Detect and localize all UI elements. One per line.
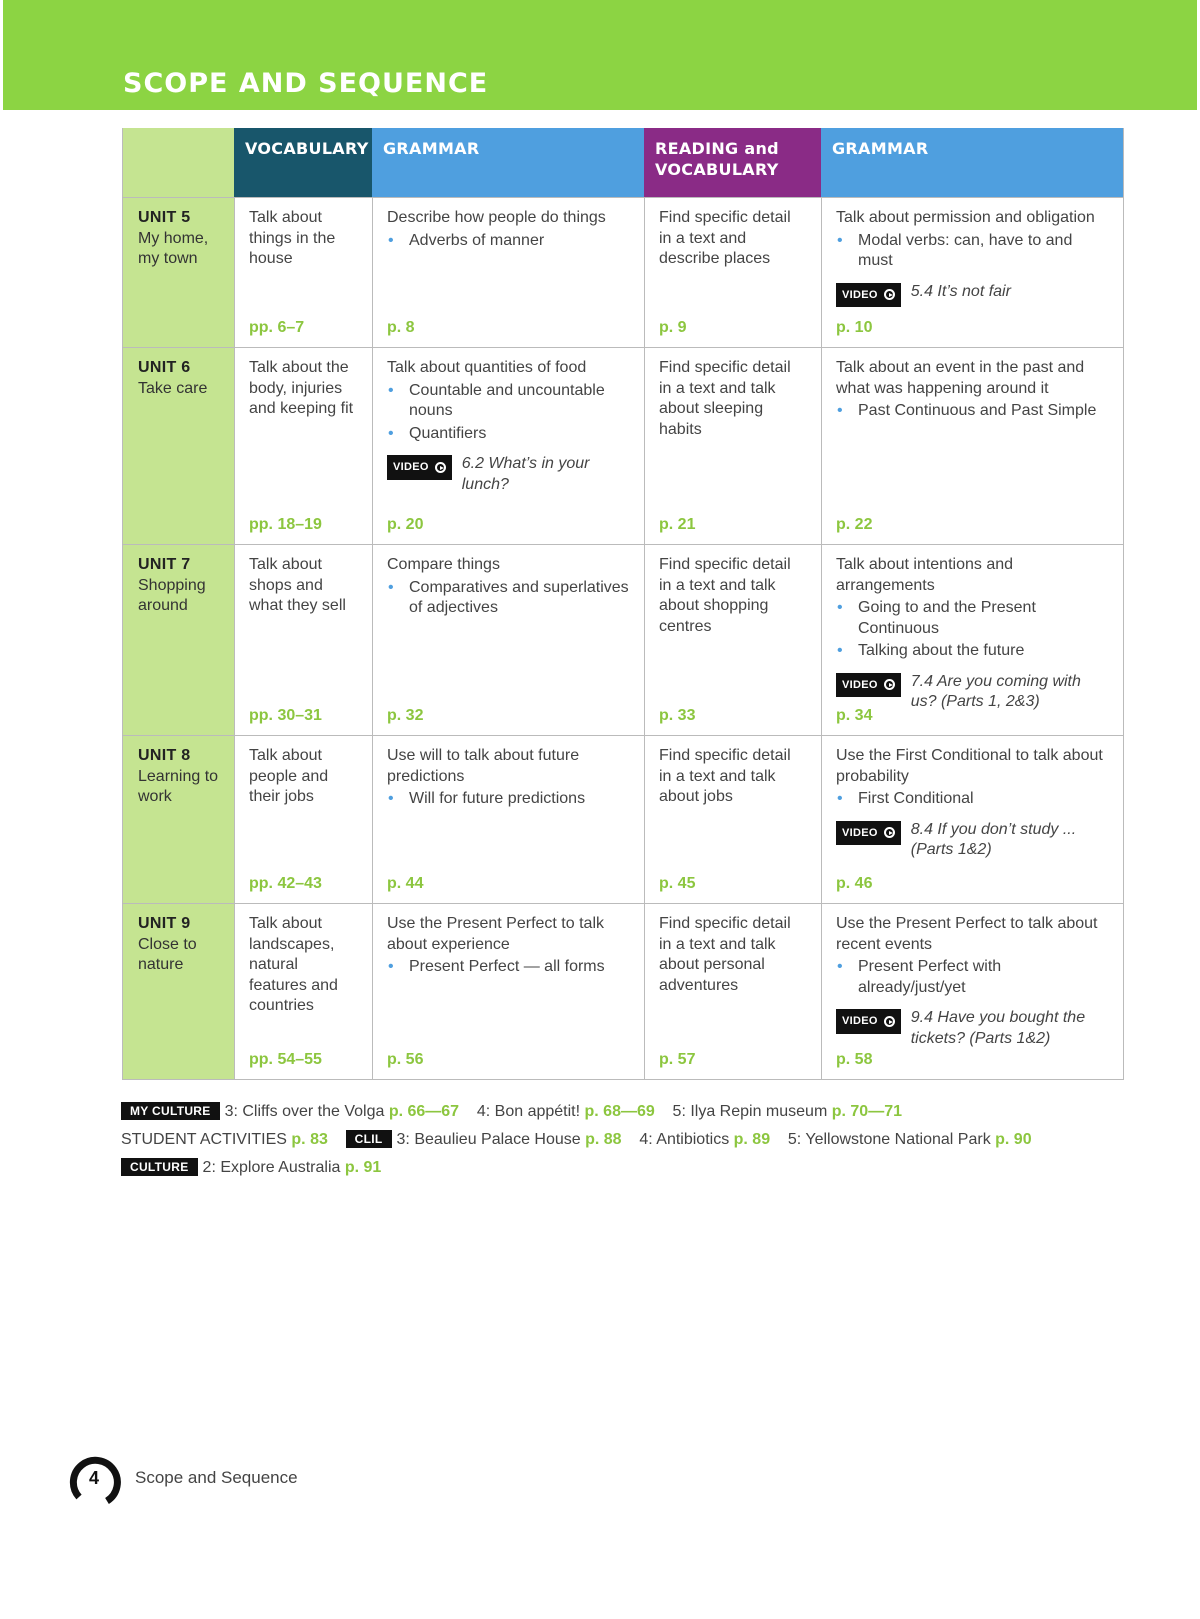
play-icon bbox=[884, 1016, 895, 1027]
video-title: 6.2 What’s in your lunch? bbox=[461, 455, 590, 493]
video-reference bbox=[836, 672, 1109, 713]
page-ref: p. 32 bbox=[387, 706, 424, 724]
column-header: VOCABULARY bbox=[234, 128, 372, 197]
page-title: SCOPE AND SEQUENCE bbox=[123, 68, 489, 99]
page-footer-label: Scope and Sequence bbox=[135, 1468, 298, 1487]
video-reference bbox=[387, 454, 630, 495]
unit-number: UNIT 5 bbox=[138, 209, 191, 226]
footer-badge: MY CULTURE bbox=[121, 1102, 220, 1120]
footer-item: 5: Ilya Repin museum bbox=[672, 1103, 828, 1120]
vocabulary-text: Talk about the body, injuries and keeping fit bbox=[249, 359, 354, 417]
unit-name: Shopping around bbox=[138, 576, 206, 614]
page-ref: p. 8 bbox=[387, 318, 415, 336]
play-icon bbox=[884, 827, 895, 838]
reading-text: Find specific detail in a text and talk about personal adventures bbox=[659, 915, 791, 994]
grammar-bullet: • Adverbs of manner bbox=[387, 231, 630, 252]
footer-item: 4: Antibiotics bbox=[639, 1131, 730, 1148]
column-header: GRAMMAR bbox=[821, 128, 1123, 197]
scope-table bbox=[122, 128, 1124, 1080]
video-badge bbox=[836, 821, 901, 846]
page-ref: p. 56 bbox=[387, 1050, 424, 1068]
video-label: VIDEO bbox=[842, 288, 878, 301]
grammar-cell bbox=[372, 347, 644, 544]
grammar2-text: Use the Present Perfect to talk about recent events bbox=[836, 915, 1098, 953]
page-ref: p. 57 bbox=[659, 1050, 696, 1068]
video-reference bbox=[836, 282, 1109, 308]
grammar2-text: Talk about intentions and arrangements bbox=[836, 556, 1014, 594]
page-ref: p. 22 bbox=[836, 515, 873, 533]
grammar2-bullet: • First Conditional bbox=[836, 789, 1109, 810]
grammar2-bullets bbox=[836, 598, 1109, 662]
video-title: 9.4 Have you bought the tickets? (Parts 1&2) bbox=[910, 1009, 1086, 1047]
video-label: VIDEO bbox=[842, 826, 878, 839]
unit-number: UNIT 6 bbox=[138, 359, 191, 376]
play-icon bbox=[884, 679, 895, 690]
reading-text: Find specific detail in a text and describe places bbox=[659, 209, 791, 267]
page-ref: p. 21 bbox=[659, 515, 696, 533]
footer-page-ref: p. 68—69 bbox=[584, 1103, 655, 1120]
unit-cell bbox=[122, 544, 234, 735]
play-icon bbox=[435, 462, 446, 473]
page-ref: p. 58 bbox=[836, 1050, 873, 1068]
grammar-bullet: • Comparatives and superlatives of adjectives bbox=[387, 578, 630, 619]
footer-page-ref: p. 66—67 bbox=[388, 1103, 460, 1120]
video-badge bbox=[387, 455, 452, 480]
vocabulary-cell bbox=[234, 903, 372, 1079]
grammar2-bullets bbox=[836, 231, 1109, 272]
vocabulary-text: Talk about people and their jobs bbox=[249, 747, 329, 805]
footer-page-ref: p. 88 bbox=[585, 1131, 622, 1148]
video-label: VIDEO bbox=[842, 1015, 878, 1027]
reading-cell bbox=[644, 735, 821, 903]
vocabulary-cell bbox=[234, 347, 372, 544]
footer-line bbox=[121, 1158, 381, 1177]
grammar2-cell bbox=[821, 903, 1123, 1079]
video-badge bbox=[836, 283, 901, 308]
page-ref: p. 44 bbox=[387, 874, 424, 892]
video-label: VIDEO bbox=[842, 678, 878, 691]
grammar2-bullet: • Talking about the future bbox=[836, 641, 1109, 662]
play-icon bbox=[884, 289, 895, 300]
grammar-bullets bbox=[387, 578, 630, 619]
grammar-text: Talk about quantities of food bbox=[387, 359, 587, 376]
page-ref: p. 34 bbox=[836, 706, 873, 724]
grammar-text: Use will to talk about future predictions bbox=[387, 747, 580, 785]
page-ref: p. 10 bbox=[836, 318, 873, 336]
reading-cell bbox=[644, 347, 821, 544]
page-ref: pp. 18–19 bbox=[249, 515, 322, 533]
grammar-bullet: • Present Perfect — all forms bbox=[387, 957, 630, 978]
footer-item: 5: Yellowstone National Park bbox=[787, 1131, 991, 1148]
column-header: GRAMMAR bbox=[372, 128, 644, 197]
vocabulary-cell bbox=[234, 197, 372, 347]
page-ref: p. 9 bbox=[659, 318, 687, 336]
video-title: 8.4 If you don’t study ... (Parts 1&2) bbox=[910, 820, 1077, 858]
unit-number: UNIT 9 bbox=[138, 915, 191, 932]
grammar2-text: Talk about permission and obligation bbox=[836, 209, 1095, 226]
page-ref: p. 20 bbox=[387, 515, 424, 533]
page-ref: p. 46 bbox=[836, 874, 873, 892]
grammar-bullet: • Quantifiers bbox=[387, 424, 630, 445]
footer-badge: CULTURE bbox=[121, 1158, 198, 1176]
grammar2-bullet: • Present Perfect with already/just/yet bbox=[836, 957, 1109, 998]
grammar-text: Compare things bbox=[387, 556, 500, 573]
header-banner bbox=[3, 0, 1197, 110]
video-reference bbox=[836, 1008, 1109, 1049]
grammar2-bullets bbox=[836, 789, 1109, 810]
grammar2-text: Talk about an event in the past and what was happening around it bbox=[836, 359, 1085, 397]
column-header: READING and VOCABULARY bbox=[644, 128, 821, 197]
footer-item: 2: Explore Australia bbox=[202, 1159, 341, 1176]
unit-name: Learning to work bbox=[138, 767, 219, 805]
grammar-text: Describe how people do things bbox=[387, 209, 606, 226]
video-title: 7.4 Are you coming with us? (Parts 1, 2&3) bbox=[910, 672, 1081, 710]
video-badge bbox=[836, 1009, 901, 1034]
unit-cell bbox=[122, 903, 234, 1079]
footer-page-ref: p. 91 bbox=[344, 1159, 382, 1176]
video-label: VIDEO bbox=[393, 461, 429, 473]
footer-item: 3: Beaulieu Palace House bbox=[396, 1131, 581, 1148]
grammar-cell bbox=[372, 735, 644, 903]
grammar-bullets bbox=[387, 381, 630, 445]
grammar2-cell bbox=[821, 347, 1123, 544]
page-ref: pp. 42–43 bbox=[249, 874, 322, 892]
footer-badge: CLIL bbox=[346, 1130, 392, 1148]
grammar-cell bbox=[372, 197, 644, 347]
footer-line bbox=[121, 1102, 902, 1121]
page-ref: pp. 54–55 bbox=[249, 1050, 322, 1068]
reading-text: Find specific detail in a text and talk about sleeping habits bbox=[659, 359, 791, 438]
footer-item: 3: Cliffs over the Volga bbox=[224, 1103, 385, 1120]
reading-cell bbox=[644, 544, 821, 735]
page-ref: pp. 6–7 bbox=[249, 318, 305, 336]
grammar2-bullets bbox=[836, 957, 1109, 998]
page-ref: p. 45 bbox=[659, 874, 696, 892]
reading-text: Find specific detail in a text and talk about jobs bbox=[659, 747, 791, 805]
video-badge bbox=[836, 673, 901, 698]
page-number: 4 bbox=[88, 1468, 99, 1488]
vocabulary-text: Talk about shops and what they sell bbox=[249, 556, 346, 614]
grammar-bullets bbox=[387, 789, 630, 810]
footer-page-ref: p. 90 bbox=[995, 1131, 1032, 1148]
grammar-bullet: • Countable and uncountable nouns bbox=[387, 381, 630, 422]
grammar-cell bbox=[372, 903, 644, 1079]
unit-name: Close to nature bbox=[138, 935, 197, 973]
grammar2-bullet: • Past Continuous and Past Simple bbox=[836, 401, 1109, 422]
unit-number: UNIT 8 bbox=[138, 747, 191, 764]
reading-cell bbox=[644, 903, 821, 1079]
grammar2-cell bbox=[821, 197, 1123, 347]
unit-cell bbox=[122, 197, 234, 347]
video-title: 5.4 It’s not fair bbox=[910, 282, 1011, 300]
grammar2-cell bbox=[821, 735, 1123, 903]
unit-name: Take care bbox=[138, 379, 208, 397]
grammar2-bullet: • Modal verbs: can, have to and must bbox=[836, 231, 1109, 272]
grammar2-bullets bbox=[836, 401, 1109, 422]
footer-page-ref: p. 70—71 bbox=[831, 1103, 902, 1120]
unit-cell bbox=[122, 347, 234, 544]
footer-line bbox=[121, 1130, 1032, 1149]
footer-lead: STUDENT ACTIVITIES bbox=[121, 1131, 287, 1148]
footer-page-ref: p. 83 bbox=[291, 1131, 328, 1148]
vocabulary-text: Talk about landscapes, natural features and countries bbox=[249, 915, 338, 1014]
vocabulary-cell bbox=[234, 544, 372, 735]
grammar-bullets bbox=[387, 231, 630, 252]
page-ref: pp. 30–31 bbox=[249, 706, 322, 724]
page-ref: p. 33 bbox=[659, 706, 696, 724]
unit-name: My home, my town bbox=[138, 229, 209, 267]
column-header bbox=[122, 128, 234, 197]
unit-cell bbox=[122, 735, 234, 903]
reading-text: Find specific detail in a text and talk about shopping centres bbox=[659, 556, 791, 635]
vocabulary-text: Talk about things in the house bbox=[249, 209, 336, 267]
grammar-bullet: • Will for future predictions bbox=[387, 789, 630, 810]
grammar-cell bbox=[372, 544, 644, 735]
video-reference bbox=[836, 820, 1109, 861]
grammar2-bullet: • Going to and the Present Continuous bbox=[836, 598, 1109, 639]
grammar-text: Use the Present Perfect to talk about experience bbox=[387, 915, 604, 953]
grammar-bullets bbox=[387, 957, 630, 978]
grammar2-cell bbox=[821, 544, 1123, 735]
unit-number: UNIT 7 bbox=[138, 556, 191, 573]
grammar2-text: Use the First Conditional to talk about probability bbox=[836, 747, 1103, 785]
reading-cell bbox=[644, 197, 821, 347]
footer-item: 4: Bon appétit! bbox=[476, 1103, 581, 1120]
vocabulary-cell bbox=[234, 735, 372, 903]
footer-page-ref: p. 89 bbox=[733, 1131, 771, 1148]
